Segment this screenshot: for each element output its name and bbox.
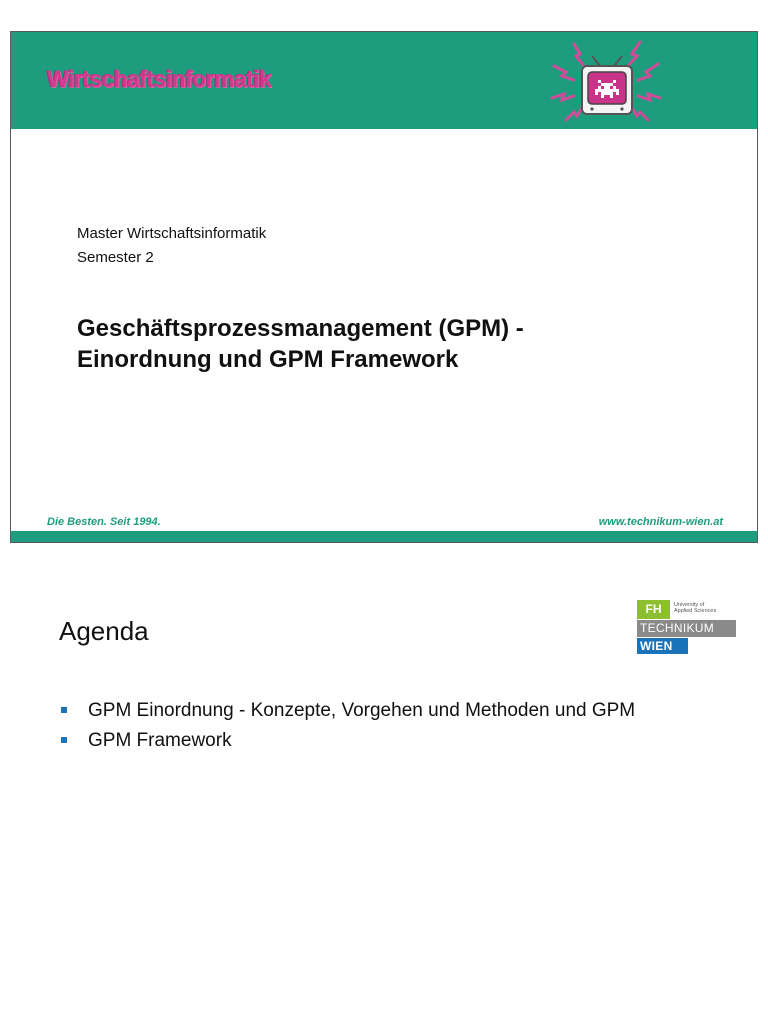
website-link[interactable]: www.technikum-wien.at (598, 516, 723, 528)
fh-technikum-wien-logo (637, 600, 737, 654)
title-slide (10, 31, 758, 543)
slide-header-bar (11, 32, 757, 129)
agenda-list (60, 696, 635, 756)
square-bullet-icon (61, 737, 67, 743)
agenda-heading: Agenda (59, 616, 149, 646)
logo-technikum: TECHNIKUM (637, 620, 736, 637)
slogan: Die Besten. Seit 1994. (47, 516, 161, 528)
square-bullet-icon (61, 707, 67, 713)
agenda-slide (10, 560, 758, 1000)
list-item (60, 696, 635, 726)
agenda-item-text: GPM Framework (88, 730, 232, 751)
slide-footer-bar (11, 531, 757, 542)
presentation-title-line-2: Einordnung und GPM Framework (77, 346, 459, 373)
retro-tv-space-invader-icon (544, 36, 668, 128)
title-slide-body (77, 222, 717, 375)
presentation-title-line-1: Geschäftsprozessmanagement (GPM) - (77, 315, 524, 342)
logo-subtitle (674, 602, 734, 614)
list-item (60, 726, 635, 756)
logo-subtitle-line-1: University of (674, 602, 705, 608)
agenda-item-text: GPM Einordnung - Konzepte, Vorgehen und Methoden und GPM (88, 700, 636, 721)
program-name: Master Wirtschaftsinformatik (77, 225, 267, 242)
logo-fh: FH (637, 600, 670, 619)
logo-subtitle-line-2: Applied Sciences (674, 608, 717, 614)
semester-label: Semester 2 (77, 249, 154, 266)
brand-title: Wirtschaftsinformatik (47, 66, 272, 93)
logo-wien: WIEN (637, 638, 688, 654)
presentation-title (77, 313, 717, 375)
